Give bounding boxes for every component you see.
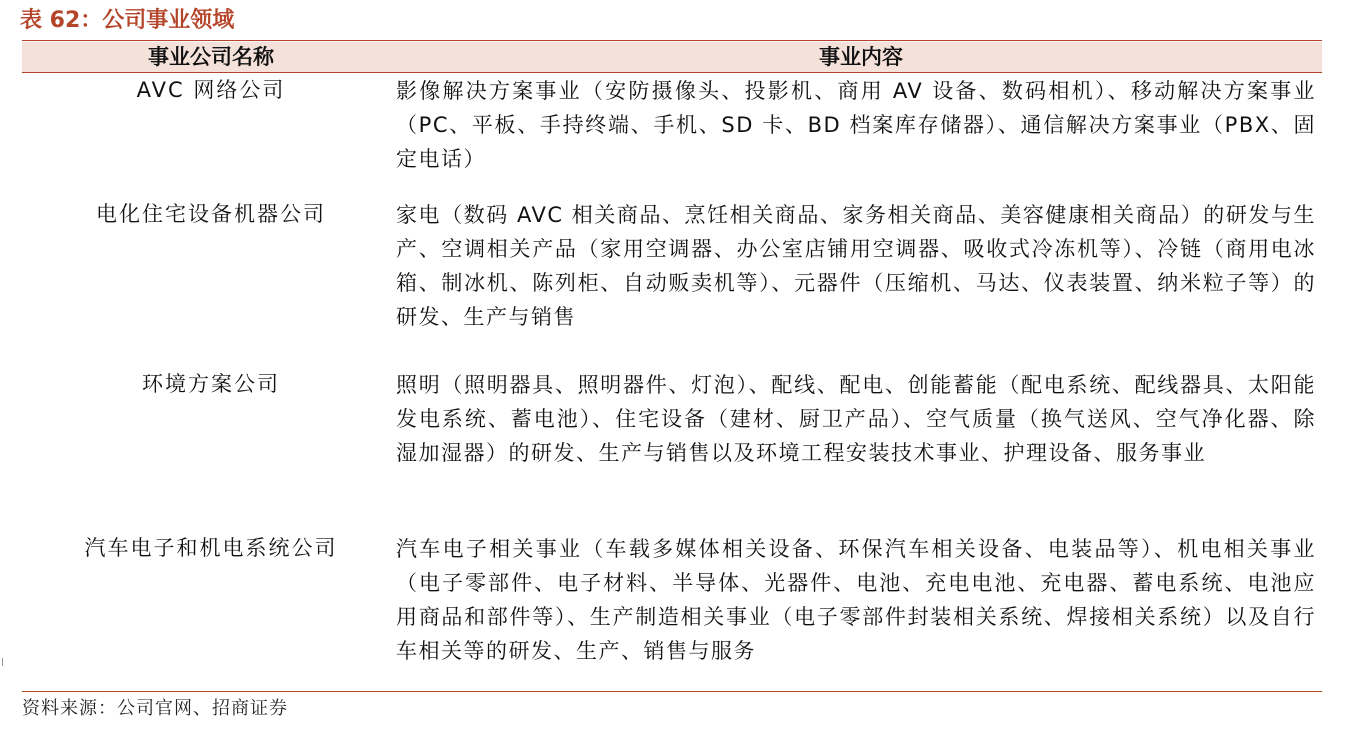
business-content: 照明（照明器具、照明器件、灯泡）、配线、配电、创能蓄能（配电系统、配线器具、太阳能发电系统、蓄电池）、住宅设备（建材、厨卫产品）、空气质量（换气送风、空气净化器、除湿加湿器）的研发、生产与销售以及环境工程安装技术事业、护理设备、服务事业 xyxy=(396,373,1316,465)
edge-mark xyxy=(2,658,3,666)
company-name: AVC 网络公司 xyxy=(136,78,286,102)
header-business-content: 事业内容 xyxy=(819,45,903,69)
source-note: 资料来源：公司官网、招商证券 xyxy=(22,698,288,719)
table-title: 表 62：公司事业领域 xyxy=(20,8,235,33)
header-company-name: 事业公司名称 xyxy=(148,45,274,69)
business-content: 家电（数码 AVC 相关商品、烹饪相关商品、家务相关商品、美容健康相关商品）的研发与生产、空调相关产品（家用空调器、办公室店铺用空调器、吸收式冷冻机等）、冷链（商用电冰箱、制冰机、陈列柜、自动贩卖机等）、元器件（压缩机、马达、仪表装置、纳米粒子等）的研发、生产与销售 xyxy=(396,203,1316,329)
company-name: 电化住宅设备机器公司 xyxy=(96,202,326,226)
title-rule xyxy=(22,40,1322,41)
table-header xyxy=(22,42,1322,73)
company-name: 环境方案公司 xyxy=(142,372,280,396)
bottom-rule xyxy=(22,691,1322,692)
company-name: 汽车电子和机电系统公司 xyxy=(84,536,338,560)
business-content: 汽车电子相关事业（车载多媒体相关设备、环保汽车相关设备、电装品等）、机电相关事业（电子零部件、电子材料、半导体、光器件、电池、充电电池、充电器、蓄电系统、电池应用商品和部件等）、生产制造相关事业（电子零部件封装相关系统、焊接相关系统）以及自行车相关等的研发、生产、销售与服务 xyxy=(396,537,1316,663)
business-content: 影像解决方案事业（安防摄像头、投影机、商用 AV 设备、数码相机）、移动解决方案事业（PC、平板、手持终端、手机、SD 卡、BD 档案库存储器）、通信解决方案事业（PBX、固定电话） xyxy=(396,79,1316,171)
